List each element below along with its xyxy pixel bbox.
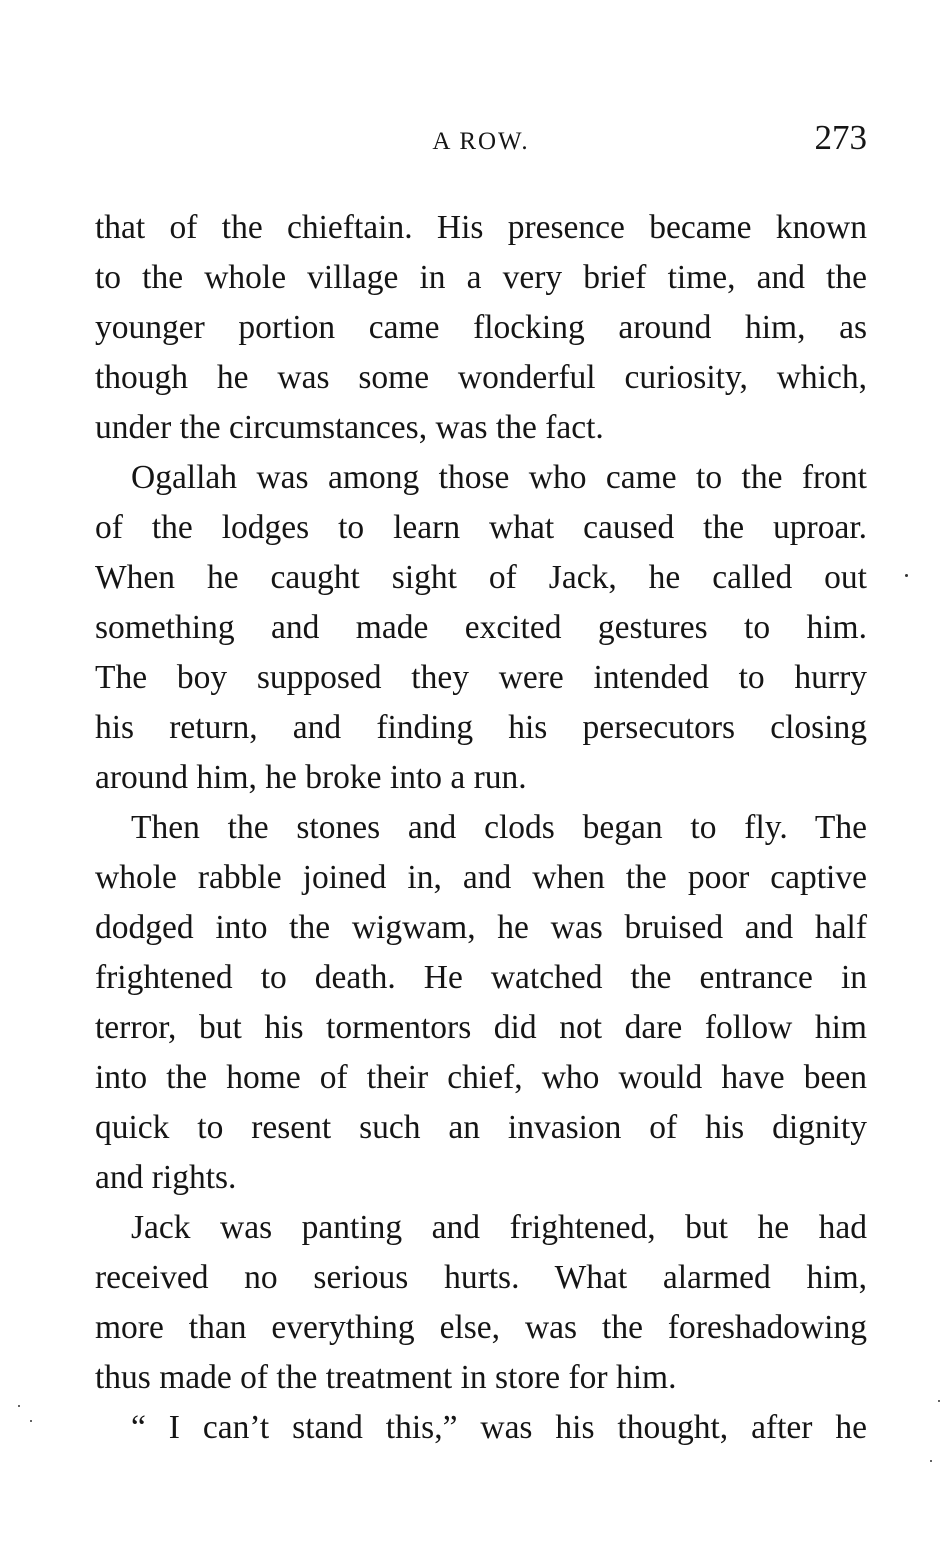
text-line: something and made excited gestures to him. (95, 609, 867, 646)
text-line: whole rabble joined in, and when the poor captive (95, 859, 867, 896)
running-title: A ROW. (432, 128, 530, 155)
body-text (95, 203, 867, 1453)
paragraph (95, 1403, 867, 1453)
text-line: thus made of the treatment in store for him. (95, 1359, 677, 1396)
text-line: received no serious hurts. What alarmed him, (95, 1259, 867, 1296)
text-line: though he was some wonderful curiosity, which, (95, 359, 867, 396)
page-number: 273 (814, 118, 867, 157)
scan-speck (30, 1420, 32, 1422)
text-line: terror, but his tormentors did not dare follow him (95, 1009, 867, 1046)
text-line: The boy supposed they were intended to hurry (95, 659, 867, 696)
paragraph (95, 1203, 867, 1403)
text-line: and rights. (95, 1159, 237, 1196)
text-line: that of the chieftain. His presence became known (95, 209, 867, 246)
text-line: Ogallah was among those who came to the front (131, 459, 867, 496)
text-line: into the home of their chief, who would have been (95, 1059, 867, 1096)
text-line: quick to resent such an invasion of his dignity (95, 1109, 867, 1146)
text-line: frightened to death. He watched the entrance in (95, 959, 867, 996)
scan-speck (18, 1405, 20, 1407)
paragraph (95, 203, 867, 453)
running-head (95, 118, 867, 166)
text-line: dodged into the wigwam, he was bruised and half (95, 909, 867, 946)
text-line: his return, and finding his persecutors closing (95, 709, 867, 746)
scan-speck (938, 1400, 940, 1402)
scan-speck (930, 1460, 932, 1462)
text-line: of the lodges to learn what caused the uproar. (95, 509, 867, 546)
text-line: more than everything else, was the foreshadowing (95, 1309, 867, 1346)
scan-speck (905, 574, 908, 577)
text-line: to the whole village in a very brief time, and the (95, 259, 867, 296)
paragraph (95, 803, 867, 1203)
text-line: Then the stones and clods began to fly. The (131, 809, 867, 846)
text-line: Jack was panting and frightened, but he had (131, 1209, 867, 1246)
text-line: younger portion came flocking around him, as (95, 309, 867, 346)
text-line: “ I can’t stand this,” was his thought, after he (131, 1409, 867, 1446)
text-line: When he caught sight of Jack, he called out (95, 559, 867, 596)
text-line: under the circumstances, was the fact. (95, 409, 604, 446)
paragraph (95, 453, 867, 803)
text-line: around him, he broke into a run. (95, 759, 527, 796)
